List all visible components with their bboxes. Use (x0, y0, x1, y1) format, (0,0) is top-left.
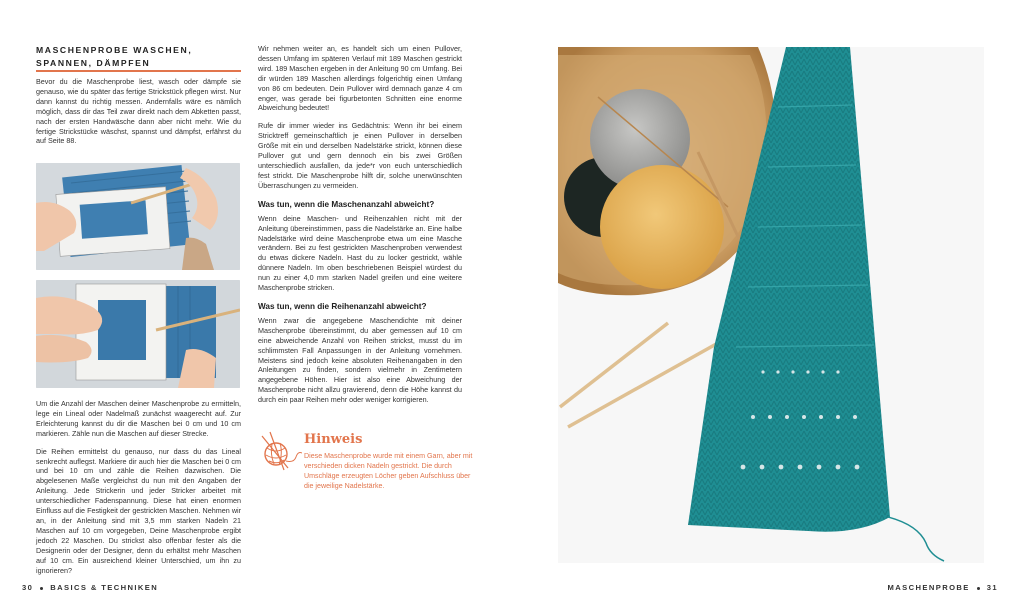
knit-meeting-paragraph: Rufe dir immer wieder ins Gedächtnis: Wenn ihr bei einem Stricktreff gemeinschaftlich je einen Pullover in derselben Größe mit ein und derselben Nadelstärke strickt, können diese Pullover gut und gern dennoch ein bis zwei Größen unterschiedlich ausfallen, da jede*r von euch unterschiedlich fest strickt. Die Maschenprobe hilft dir, solche unerwünschten Überraschungen zu vermeiden. (258, 121, 462, 190)
footer-dot-icon (40, 587, 43, 590)
tip-box (258, 426, 473, 496)
tip-text: Diese Maschenprobe wurde mit einem Garn, aber mit verschieden dicken Nadeln gestrickt. Die durch Umschläge erzeugten Löcher geben Aufschluss über die jeweilige Nadelstärke. (304, 452, 473, 490)
measure-stitches-illustration (36, 163, 240, 270)
page-number-left: 30 (22, 583, 34, 592)
subheading-row-deviation: Was tun, wenn die Reihenanzahl abweicht? (258, 301, 427, 311)
photo-knit-sample (558, 47, 984, 563)
page-number-right: 31 (986, 583, 998, 592)
measure-rows-illustration (36, 280, 240, 388)
left-column-top (36, 44, 241, 180)
knitted-swatch-illustration (558, 47, 984, 563)
left-column-bottom (36, 399, 241, 583)
pullover-paragraph: Wir nehmen weiter an, es handelt sich um einen Pullover, dessen Umfang im späteren Verlauf mit 189 Maschen gestrickt wird. 189 Maschen ergeben in der Anleitung 90 cm Umfang. Bei dir würden 189 Maschen allerdings folgerichtig einen Umfang von 86 cm bedeuten. Dein Pullover wird demnach ganze 4 cm enger, was gerade bei figurbetonten Schnitten eine enorme Abweichung bedeutet! (258, 44, 462, 113)
tip-title: Hinweis (304, 432, 363, 447)
photo-measure-stitches (36, 163, 240, 270)
footer-section-left: BASICS & TECHNIKEN (50, 583, 159, 592)
footer-left (22, 583, 158, 592)
stitch-deviation-paragraph: Wenn deine Maschen- und Reihenzahlen nicht mit der Anleitung übereinstimmen, pass die Nadelstärke an. Eine halbe Nadelstärke wird deine Maschenprobe etwa um eine Masche verändern. Bei zu fest gestrickten Maschenproben verwendest du etwas dickere Nadeln. Hast du zu locker gestrickt, wähle dünnere Nadeln. Im oben beschriebenen Beispiel würdest du nun zu einer 4,0 mm starken Nadel greifen und eine weitere Maschenprobe stricken. (258, 213, 462, 293)
reading-paragraph-1: Um die Anzahl der Maschen deiner Maschenprobe zu ermitteln, lege ein Lineal oder Nadelmaß zunächst waagerecht auf. Zur Erleichterung kannst du dir die Maschen bei 0 cm und 10 cm markieren. Zähle nun die Maschen auf dieser Strecke. (36, 399, 241, 438)
footer-section-right: MASCHENPROBE (887, 583, 970, 592)
left-column-right (258, 44, 462, 413)
right-page (510, 0, 1020, 612)
section-heading-washing: MASCHENPROBE WASCHEN, SPANNEN, DÄMPFEN (36, 44, 241, 72)
yarn-ball-icon (258, 428, 302, 472)
footer-dot-icon (977, 587, 980, 590)
photo-measure-rows (36, 280, 240, 388)
row-deviation-paragraph: Wenn zwar die angegebene Maschendichte mit deiner Maschenprobe übereinstimmt, du aber gemessen auf 10 cm eine abweichende Anzahl von Reihen strickst, musst du im schlimmsten Fall Anpassungen in der Anleitung vornehmen. Meistens sind jedoch keine absoluten Reihenangaben in den Anleitungen zu finden, sondern vielmehr in Zentimetern angegebene Höhen. Hier ist also eine Abweichung der Maschenprobe nicht allzu gravierend, denn die Höhe kannst du durch ein paar Reihen mehr oder weniger korrigieren. (258, 315, 462, 405)
washing-paragraph: Bevor du die Maschenprobe liest, wasch oder dämpfe sie genauso, wie du später das fertige Strickstück pflegen wirst. Nur dann kannst du richtig messen. Andernfalls wäre es nämlich möglich, dass dir das Teil zwar direkt nach dem Abketten passt, nach der ersten Handwäsche dann aber nicht mehr. Wie du fertige Strickstücke wäschst, spannst und dämpfst, erfährst du auf Seite 88. (36, 77, 241, 146)
reading-paragraph-2: Die Reihen ermittelst du genauso, nur dass du das Lineal senkrecht auflegst. Markiere dir auch hier die Maschen bei 0 cm und bei 10 cm und zähle die Reihen dazwischen. Die abgelesenen Maße vergleichst du nun mit den Angaben der Anleitung. Jede Strickerin und jeder Stricker arbeitet mit unterschiedlicher Fadenspannung. Diese hat einen enormen Einfluss auf die Festigkeit der gestrickten Maschen. Nehmen wir an, in der Anleitung sind mit 3,5 mm starken Nadeln 21 Maschen auf 10 cm vorgegeben, Deine Maschenprobe ergibt jedoch 22 Maschen. Du strickst also offenbar fester als die Designerin oder der Designer, denn du erhältst mehr Maschen auf 10 cm. Ein ausreichend kleiner Unterschied, um ihn zu ignorieren? (36, 446, 241, 575)
footer-right (888, 583, 998, 592)
subheading-stitch-deviation: Was tun, wenn die Maschenanzahl abweicht? (258, 199, 435, 209)
